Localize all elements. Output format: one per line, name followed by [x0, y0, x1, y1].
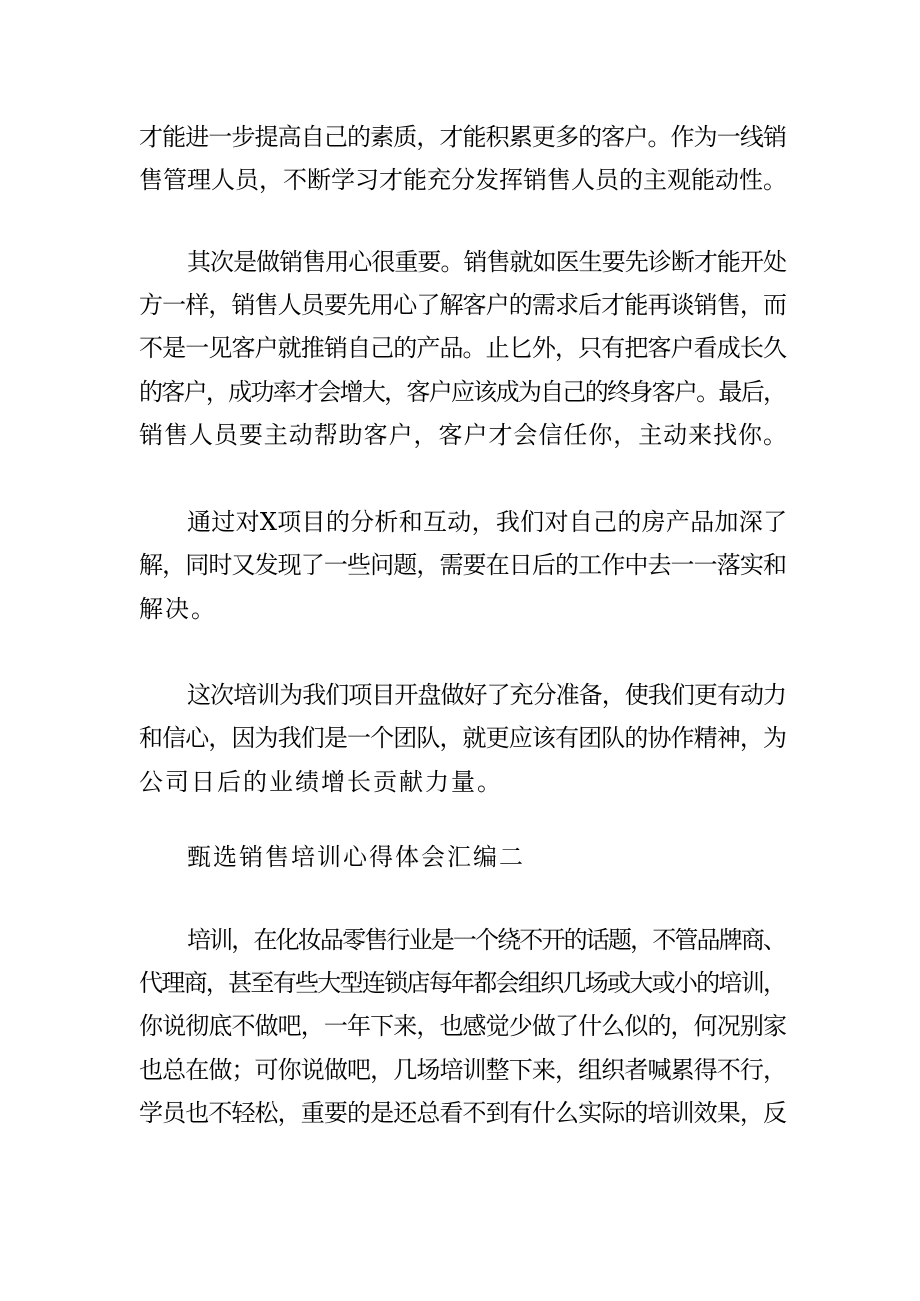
text-line: 学员也不轻松，重要的是还总看不到有什么实际的培训效果，反 [139, 1099, 787, 1127]
text-line: 解决。 [139, 595, 217, 623]
text-line: 的客户，成功率才会增大，客户应该成为自己的终身客户。最后， [139, 378, 786, 406]
text-line: 你说彻底不做吧，一年下来，也感觉少做了什么似的，何况别家 [139, 1012, 787, 1040]
text-line: 这次培训为我们项目开盘做好了充分准备，使我们更有动力 [187, 681, 787, 709]
text-line: 和信心，因为我们是一个团队，就更应该有团队的协作精神，为 [139, 724, 787, 752]
text-line: 公司日后的业绩增长贡献力量。 [139, 768, 503, 796]
text-line: 通过对X项目的分析和互动，我们对自己的房产品加深了 [187, 508, 788, 536]
text-line: 方一样，销售人员要先用心了解客户的需求后才能再谈销售，而 [139, 291, 787, 319]
text-line: 代理商，甚至有些大型连锁店每年都会组织几场或大或小的培训， [139, 969, 786, 997]
text-line: 售管理人员，不断学习才能充分发挥销售人员的主观能动性。 [139, 166, 787, 194]
text-line: 销售人员要主动帮助客户，客户才会信任你，主动来找你。 [139, 421, 788, 449]
text-line: 不是一见客户就推销自己的产品。止匕外，只有把客户看成长久 [139, 334, 787, 362]
heading-text: 甄选销售培训心得体会汇编二 [187, 843, 525, 871]
text-line: 也总在做；可你说做吧，几场培训整下来，组织者喊累得不行， [139, 1056, 787, 1084]
text-line: 解，同时又发现了一些问题，需要在日后的工作中去一一落实和 [139, 551, 787, 579]
text-line: 培训，在化妆品零售行业是一个绕不开的话题，不管品牌商、 [187, 926, 786, 954]
text-line: 才能进一步提高自己的素质，才能积累更多的客户。作为一线销 [139, 123, 787, 151]
text-line: 其次是做销售用心很重要。销售就如医生要先诊断才能开处 [187, 248, 787, 276]
